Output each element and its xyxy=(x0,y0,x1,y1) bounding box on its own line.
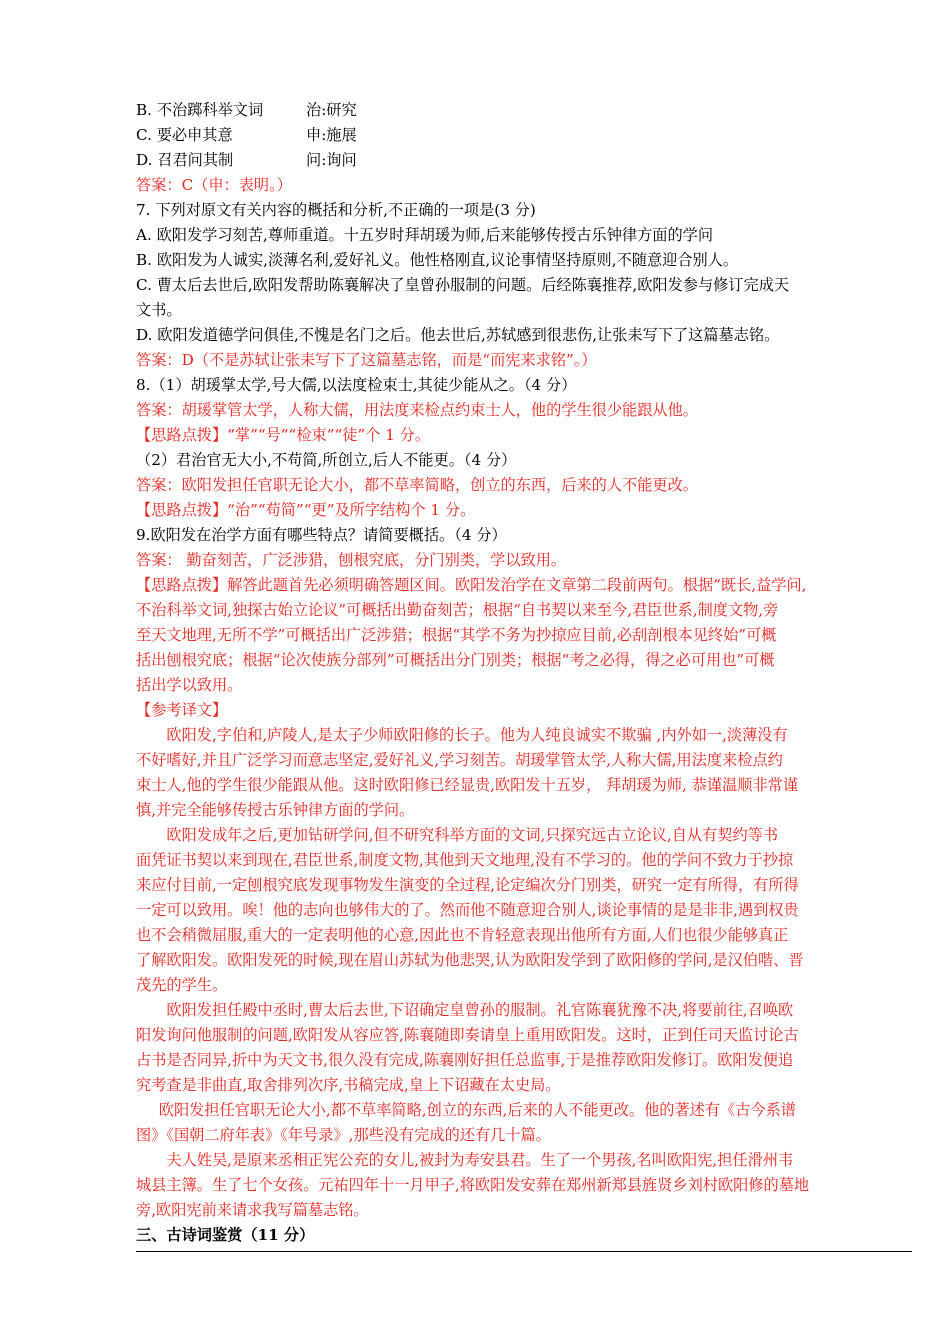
translation-line: 茂先的学生。 xyxy=(136,976,228,994)
option-gloss: 申:施展 xyxy=(306,126,357,144)
translation-line: 来应付目前,一定刨根究底发现事物发生演变的全过程,论定编次分门别类，研究一定有所得，有所得 xyxy=(136,876,799,894)
q9-stem: 9.欧阳发在治学方面有哪些特点？请简要概括。（4 分） xyxy=(136,526,507,544)
answer-q7: 答案：D（不是苏轼让张耒写下了这篇墓志铭，而是“而宪来求铭”。） xyxy=(136,351,597,369)
q7-option-a: A. 欧阳发学习刻苦,尊师重道。十五岁时拜胡瑗为师,后来能够传授古乐钟律方面的学问 xyxy=(136,226,714,244)
answer-q8-part2: 答案：欧阳发担任官职无论大小，都不草率简略，创立的东西，后来的人不能更改。 xyxy=(136,476,698,494)
option-text: D. 召君问其制 xyxy=(136,151,234,169)
hint-q8-part2: 【思路点拨】“治”“苟简”“更”及所字结构个 1 分。 xyxy=(136,501,476,519)
q7-option-c: C. 曹太后去世后,欧阳发帮助陈襄解决了皇曾孙服制的问题。后经陈襄推荐,欧阳发参与修订完成天 xyxy=(136,276,790,294)
translation-line: 慎,并完全能够传授古乐钟律方面的学问。 xyxy=(136,801,415,819)
q7-option-d: D. 欧阳发道德学问俱佳,不愧是名门之后。他去世后,苏轼感到很悲伤,让张耒写下了这篇墓志铭。 xyxy=(136,326,780,344)
translation-line: 束士人,他的学生很少能跟从他。这时欧阳修已经显贵,欧阳发十五岁， 拜胡瑗为师, 恭谨温顺非常谨 xyxy=(136,776,799,794)
translation-line: 旁,欧阳宪前来请求我写篇墓志铭。 xyxy=(136,1201,369,1219)
q8-part1: 8.（1）胡瑗掌太学,号大儒,以法度检束士,其徒少能从之。（4 分） xyxy=(136,376,577,394)
translation-line: 欧阳发担任殿中丞时,曹太后去世,下诏确定皇曾孙的服制。礼官陈襄犹豫不决,将要前往,召唤欧 xyxy=(166,1001,794,1019)
translation-line: 占书是否同异,折中为天文书,很久没有完成,陈襄刚好担任总监事,于是推荐欧阳发修订。欧阳发便追 xyxy=(136,1051,794,1069)
option-gloss: 问:询问 xyxy=(306,151,357,169)
option-text: C. 要必申其意 xyxy=(136,126,233,144)
translation-line: 欧阳发成年之后,更加钻研学问,但不研究科举方面的文词,只探究远古立论议,自从有契约等书 xyxy=(166,826,779,844)
translation-heading: 【参考译文】 xyxy=(136,701,228,719)
q8-part2: （2）君治官无大小,不苟简,所创立,后人不能更。（4 分） xyxy=(136,451,517,469)
option-gloss: 治:研究 xyxy=(306,101,357,119)
q7-stem: 7. 下列对原文有关内容的概括和分析,不正确的一项是(3 分) xyxy=(136,201,536,219)
option-text: B. 不治踯科举文词 xyxy=(136,101,264,119)
translation-line: 不好嗜好,并且广泛学习而意志坚定,爱好礼义,学习刻苦。胡瑗掌管太学,人称大儒,用法度来检点约 xyxy=(136,751,783,769)
hint-q9-line: 【思路点拨】解答此题首先必须明确答题区间。欧阳发治学在文章第二段前两句。根据“既长,益学问, xyxy=(136,576,807,594)
translation-line: 夫人姓吴,是原来丞相正宪公充的女儿,被封为寿安县君。生了一个男孩,名叫欧阳宪,担任滑州韦 xyxy=(166,1151,794,1169)
translation-line: 城县主簿。生了七个女孩。元祐四年十一月甲子,将欧阳发安葬在郑州新郑县旌贤乡刘村欧阳修的墓地 xyxy=(136,1176,810,1194)
translation-line: 一定可以致用。唉！他的志向也够伟大的了。然而他不随意迎合别人,谈论事情的是是非非,遇到权贵 xyxy=(136,901,799,919)
answer-q6: 答案：C（申：表明。） xyxy=(136,176,292,194)
hint-q8-part1: 【思路点拨】“掌”“号”“检束”“徒”个 1 分。 xyxy=(136,426,431,444)
translation-line: 了解欧阳发。欧阳发死的时候,现在眉山苏轼为他悲哭,认为欧阳发学到了欧阳修的学问,是汉伯喈、晋 xyxy=(136,951,804,969)
hint-q9-line: 括出刨根究底；根据“论次使族分部列”可概括出分门别类；根据“考之必得，得之必可用也”可概 xyxy=(136,651,775,669)
option-b-prev xyxy=(136,98,871,123)
option-d-prev xyxy=(136,148,871,173)
hint-q9-line: 括出学以致用。 xyxy=(136,676,243,694)
q7-option-b: B. 欧阳发为人诚实,淡薄名利,爱好礼义。他性格刚直,议论事情坚持原则,不随意迎合别人。 xyxy=(136,251,739,269)
translation-line: 欧阳发,字伯和,庐陵人,是太子少师欧阳修的长子。他为人纯良诚实不欺骗 ,内外如一,淡薄没有 xyxy=(166,726,788,744)
answer-q9: 答案： 勤奋刻苦，广泛涉猎，刨根究底，分门别类，学以致用。 xyxy=(136,551,567,569)
option-c-prev xyxy=(136,123,871,148)
translation-line: 欧阳发担任官职无论大小,都不草率简略,创立的东西,后来的人不能更改。他的著述有《古今系谱 xyxy=(158,1101,796,1119)
hint-q9-line: 至天文地理,无所不学”可概括出广泛涉猎；根据“其学不务为抄掠应目前,必刮剖根本见终始”可概 xyxy=(136,626,777,644)
translation-line: 图》《国朝二府年表》《年号录》,那些没有完成的还有几十篇。 xyxy=(136,1126,551,1144)
translation-line: 阳发询问他服制的问题,欧阳发从容应答,陈襄随即奏请皇上重用欧阳发。这时，正到任司天监讨论古 xyxy=(136,1026,799,1044)
q7-option-c-cont: 文书。 xyxy=(136,301,182,319)
section-heading: 三、古诗词鉴赏（11 分） xyxy=(136,1226,315,1244)
translation-line: 面凭证书契以来到现在,君臣世系,制度文物,其他到天文地理,没有不学习的。他的学问不致力于抄掠 xyxy=(136,851,794,869)
translation-line: 究考查是非曲直,取舍排列次序,书稿完成,皇上下诏藏在太史局。 xyxy=(136,1076,561,1094)
answer-q8-part1: 答案：胡瑗掌管太学，人称大儒，用法度来检点约束士人，他的学生很少能跟从他。 xyxy=(136,401,698,419)
translation-line: 也不会稍微屈服,重大的一定表明他的心意,因此也不肯轻意表现出他所有方面,人们也很少能够真正 xyxy=(136,926,789,944)
hint-q9-line: 不治科举文词,独探古始立论议”可概括出勤奋刻苦；根据“自书契以来至今,君臣世系,制度文物,旁 xyxy=(136,601,779,619)
divider-line xyxy=(136,1251,912,1252)
page-content xyxy=(136,98,871,1248)
